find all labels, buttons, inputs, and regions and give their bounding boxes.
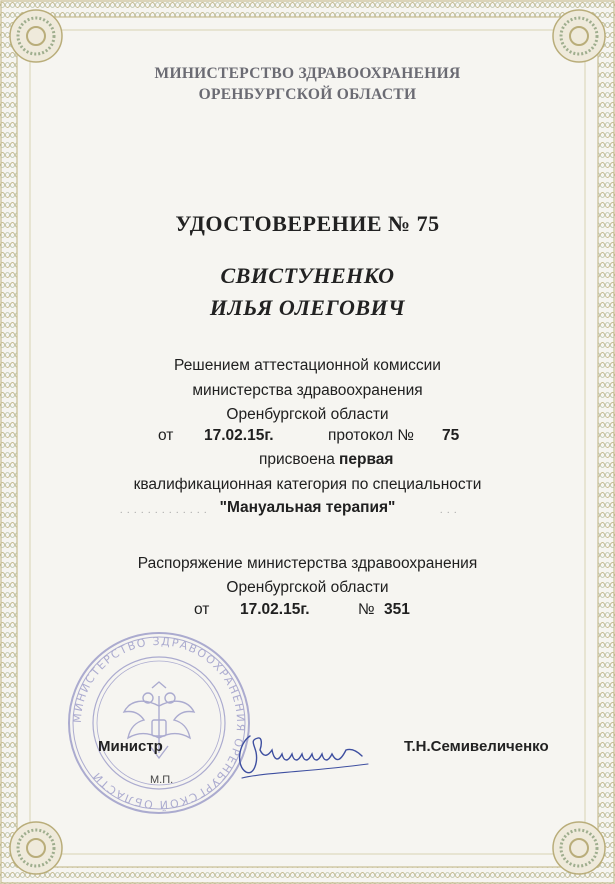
specialty-name: "Мануальная терапия" [219,499,396,516]
fill-dots-right: . . . [440,505,458,516]
stamp-ring-text: МИНИСТЕРСТВО ЗДРАВООХРАНЕНИЯ ОРЕНБУРГСКОЙ ОБЛАСТИ [70,634,248,812]
order-date: 17.02.15г. [240,601,310,618]
ministry-name-line1: МИНИСТЕРСТВО ЗДРАВООХРАНЕНИЯ [154,65,461,82]
corner-rosette-bottom-left [10,822,62,874]
order-line1: Распоряжение министерства здравоохранения [137,555,478,572]
qualification-category: первая [339,451,394,468]
protocol-label: протокол № [328,427,415,444]
fill-dots-left: . . . . . . . . . . . . . [120,505,208,516]
official-stamp [64,628,254,818]
order-line2: Оренбургской области [226,579,389,596]
order-from-label: от [194,601,210,618]
holder-surname: СВИСТУНЕНКО [220,263,395,288]
handwritten-signature [228,722,378,786]
decision-line3: Оренбургской области [226,406,389,423]
stamp-place-label: М.П. [150,774,174,786]
decision-line2: министерства здравоохранения [192,382,423,399]
order-number-label: № [358,601,375,618]
corner-rosette-top-right [553,10,605,62]
holder-given-names: ИЛЬЯ ОЛЕГОВИЧ [209,295,406,320]
order-number: 351 [384,601,410,618]
signatory-name: Т.Н.Семивеличенко [404,738,549,755]
category-specialty-line: квалификационная категория по специальности [133,476,482,493]
signatory-position: Министр [98,738,163,755]
decision-from-label: от [158,427,174,444]
ministry-name-line2: ОРЕНБУРГСКОЙ ОБЛАСТИ [198,86,417,103]
decision-line1: Решением аттестационной комиссии [174,357,441,374]
protocol-number: 75 [442,427,460,444]
corner-rosette-bottom-right [553,822,605,874]
decision-date: 17.02.15г. [204,427,274,444]
certificate-title: УДОСТОВЕРЕНИЕ № 75 [175,211,440,236]
corner-rosette-top-left [10,10,62,62]
assigned-label: присвоена [259,451,335,468]
